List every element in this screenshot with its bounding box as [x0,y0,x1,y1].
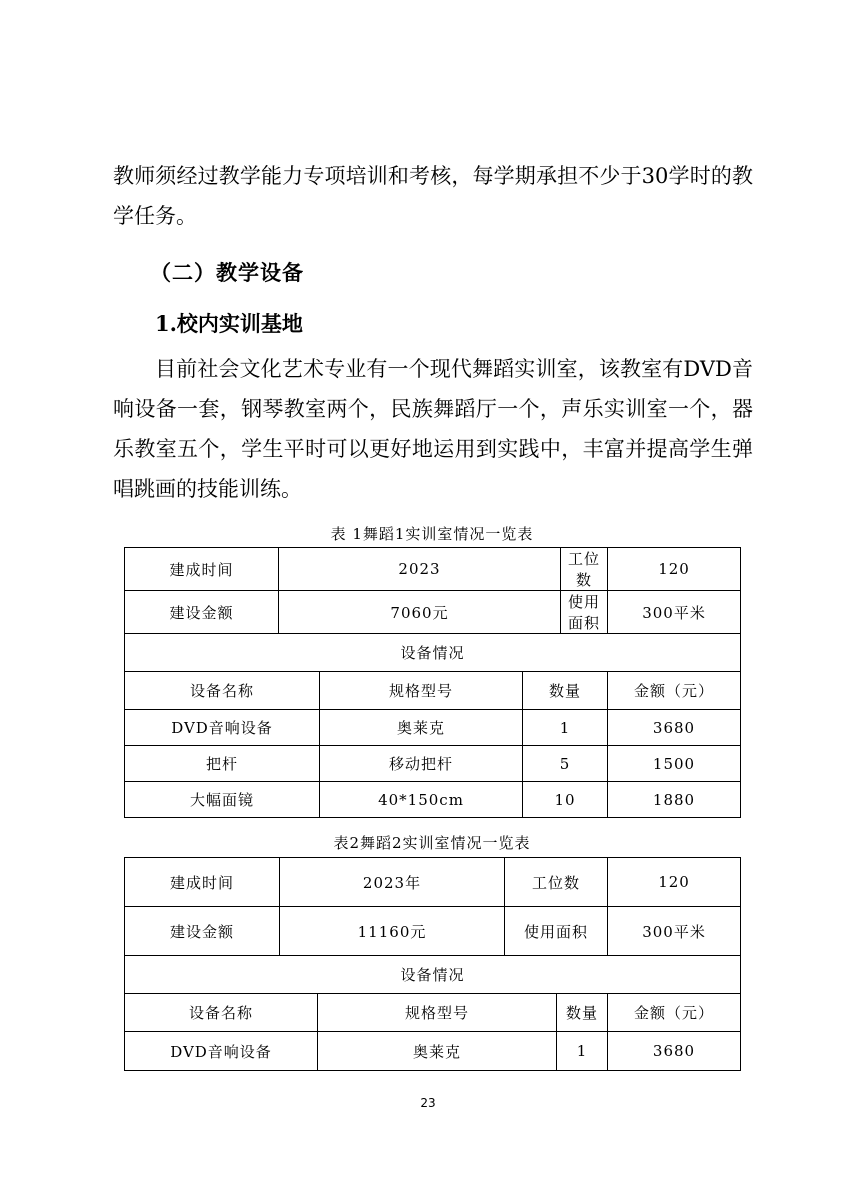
table-row [125,710,741,746]
table-cell: 3680 [608,710,741,746]
table-cell: 1500 [608,746,741,782]
table-cell: 1 [557,1032,608,1071]
table-2-caption: 表2舞蹈2实训室情况一览表 [333,834,531,852]
column-header: 数量 [557,994,608,1032]
column-header: 数量 [523,672,608,710]
area-value: 300平米 [608,907,741,956]
table-header-row [125,672,741,710]
table-cell: 40*150cm [320,782,523,818]
amount-value: 11160元 [280,907,505,956]
table-1-caption: 表 1舞蹈1实训室情况一览表 [330,525,534,543]
column-header: 金额（元） [608,994,741,1032]
column-header: 金额（元） [608,672,741,710]
stations-label: 工位数 [561,548,608,591]
table-cell: 移动把杆 [320,746,523,782]
build-time-value: 2023年 [280,858,505,907]
table-cell: 大幅面镜 [125,782,320,818]
section-heading: （二）教学设备 [150,261,304,285]
table-cell: 奥莱克 [320,710,523,746]
table-header-row [125,994,741,1032]
table-row [125,956,741,994]
table-2 [124,857,741,1071]
table-row [125,634,741,672]
table-row [125,858,741,907]
area-value: 300平米 [608,591,741,634]
table-cell: 1 [523,710,608,746]
table-row [125,591,741,634]
equipment-title: 设备情况 [125,634,741,672]
amount-label: 建设金额 [125,907,280,956]
table-cell: DVD音响设备 [125,710,320,746]
column-header: 设备名称 [125,672,320,710]
stations-label: 工位数 [505,858,608,907]
area-label: 使用面积 [561,591,608,634]
table-cell: 1880 [608,782,741,818]
page-number: 23 [420,1096,436,1110]
column-header: 规格型号 [320,672,523,710]
table-cell: 把杆 [125,746,320,782]
build-time-label: 建成时间 [125,548,279,591]
amount-value: 7060元 [279,591,561,634]
equipment-title: 设备情况 [125,956,741,994]
stations-value: 120 [608,858,741,907]
build-time-label: 建成时间 [125,858,280,907]
table-1 [124,547,741,818]
table-row [125,548,741,591]
body-paragraph-1: 教师须经过教学能力专项培训和考核，每学期承担不少于30学时的教学任务。 [113,164,753,228]
table-row [125,1032,741,1071]
table-cell: 奥莱克 [318,1032,557,1071]
build-time-value: 2023 [279,548,561,591]
table-row [125,782,741,818]
column-header: 设备名称 [125,994,318,1032]
column-header: 规格型号 [318,994,557,1032]
table-cell: 3680 [608,1032,741,1071]
table-cell: 5 [523,746,608,782]
table-row [125,746,741,782]
amount-label: 建设金额 [125,591,279,634]
area-label: 使用面积 [505,907,608,956]
body-paragraph-2: 目前社会文化艺术专业有一个现代舞蹈实训室，该教室有DVD音响设备一套，钢琴教室两个，民族舞蹈厅一个，声乐实训室一个，器乐教室五个，学生平时可以更好地运用到实践中，丰富并提高学生弹唱跳画的技能训练。 [113,357,753,501]
table-cell: DVD音响设备 [125,1032,318,1071]
table-row [125,907,741,956]
stations-value: 120 [608,548,741,591]
table-cell: 10 [523,782,608,818]
subsection-heading: 1.校内实训基地 [155,311,303,336]
